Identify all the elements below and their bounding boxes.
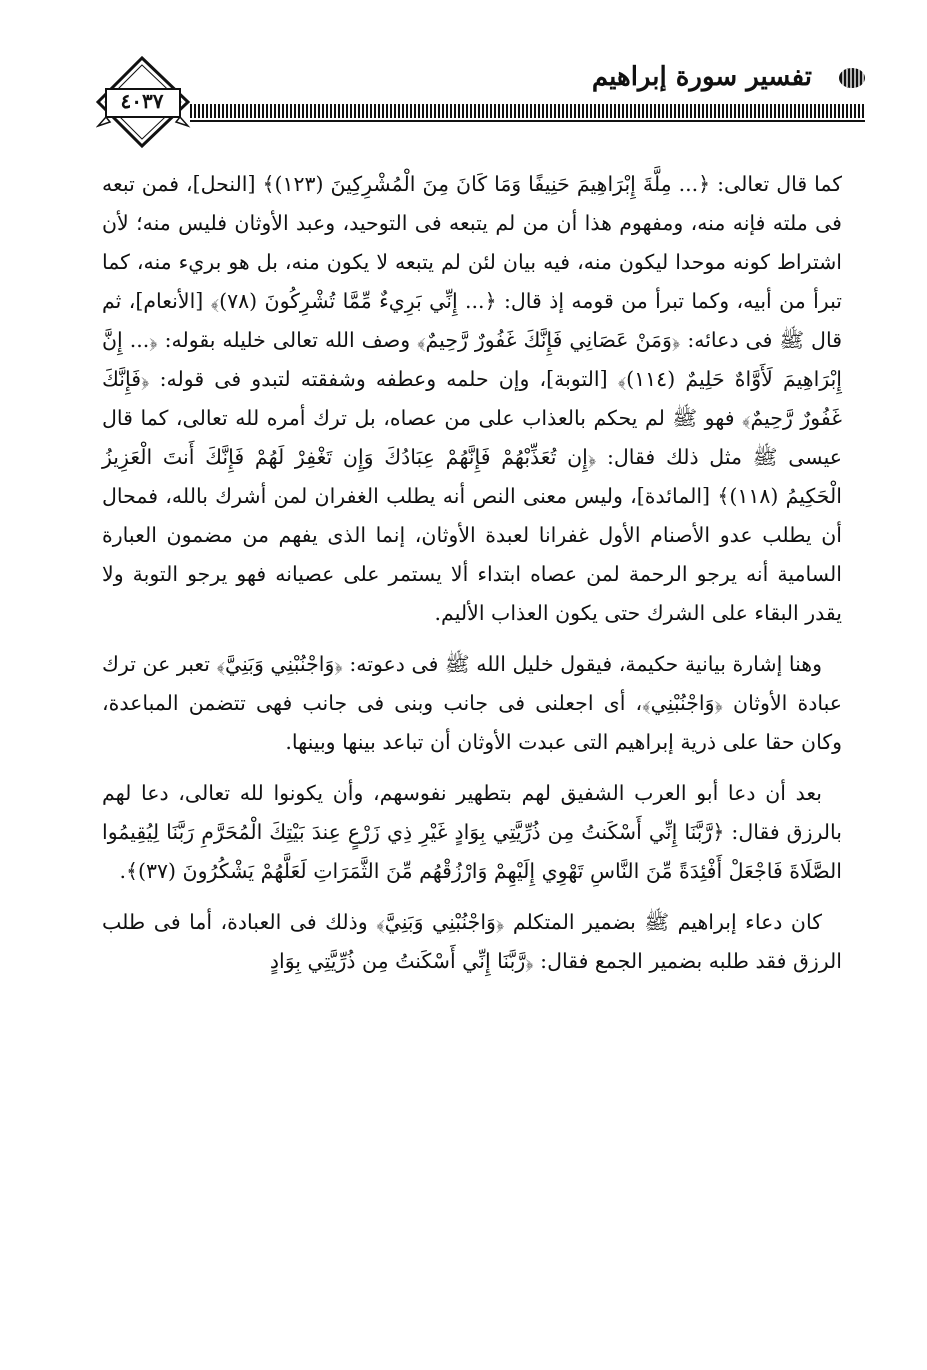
paragraph-2: وهنا إشارة بيانية حكيمة، فيقول خليل الله ﷺ فى دعوته: ﴿وَاجْنُبْنِي وَبَنِيَّ﴾ تعبر عن ترك عبادة الأوثان ﴿وَاجْنُبْنِي﴾، أى اجعلنى فى جانب وبنى فى جانب فهى تتضمن المباعدة، وكان حقا على ذرية إبراهيم التى عبدت الأوثان أن تباعد بينها وبينها. <box>102 652 842 754</box>
paragraph-1: كما قال تعالى: ﴿... مِلَّةَ إِبْرَاهِيمَ حَنِيفًا وَمَا كَانَ مِنَ الْمُشْرِكِينَ (١٢٣)﴾ [النحل]، فمن تبعه فى ملته فإنه منه، ومفهوم هذا أن من لم يتبعه فى التوحيد، وعبد الأوثان فليس منه؛ لأن اشتراط كونه موحدا ليكون منه، فيه بيان لئن لم يتبعه لا يكون منه، بل هو بريء منه، كما تبرأ من أبيه، وكما تبرأ من قومه إذ قال: ﴿... إِنِّي بَرِيءٌ مِّمَّا تُشْرِكُونَ (٧٨)﴾ [الأنعام]، ثم قال ﷺ فى دعائه: ﴿وَمَنْ عَصَانِي فَإِنَّكَ غَفُورٌ رَّحِيمٌ﴾ وصف الله تعالى خليله بقوله: ﴿... إِنَّ إِبْرَاهِيمَ لَأَوَّاهٌ حَلِيمٌ (١١٤)﴾ [التوبة]، وإن حلمه وعطفه وشفقته لتبدو فى قوله: ﴿فَإِنَّكَ غَفُورٌ رَّحِيمٌ﴾ فهو ﷺ لم يحكم بالعذاب على من عصاه، بل ترك أمره لله تعالى، كما قال عيسى ﷺ مثل ذلك فقال: ﴿إِن تُعَذِّبْهُمْ فَإِنَّهُمْ عِبَادُكَ وَإِن تَغْفِرْ لَهُمْ فَإِنَّكَ أَنتَ الْعَزِيزُ الْحَكِيمُ (١١٨)﴾ [المائدة]، وليس معنى النص أنه يطلب الغفران لمن أشرك بالله، فمحال أن يطلب عدو الأصنام الأول غفرانا لعبدة الأوثان، إنما الذى يفهم من مضمون العبارة السامية أنه يرجو الرحمة لمن عصاه ابتداء ألا يستمر على عصيانه فهو يرجو التوبة ولا يقدر البقاء على الشرك حتى يكون العذاب الأليم. <box>102 172 843 625</box>
header-rule <box>190 104 865 118</box>
paragraph-3: بعد أن دعا أبو العرب الشفيق لهم بتطهير نفوسهم، وأن يكونوا لله تعالى، دعا لهم بالرزق فقال: ﴿رَّبَّنَا إِنِّي أَسْكَنتُ مِن ذُرِّيَّتِي بِوَادٍ غَيْرِ ذِي زَرْعٍ عِندَ بَيْتِكَ الْمُحَرَّمِ رَبَّنَا لِيُقِيمُوا الصَّلَاةَ فَاجْعَلْ أَفْئِدَةً مِّنَ النَّاسِ تَهْوِي إِلَيْهِمْ وَارْزُقْهُم مِّنَ الثَّمَرَاتِ لَعَلَّهُمْ يَشْكُرُونَ (٣٧)﴾. <box>102 781 842 883</box>
paragraph-4: كان دعاء إبراهيم ﷺ بضمير المتكلم ﴿وَاجْنُبْنِي وَبَنِيَّ﴾ وذلك فى العبادة، أما فى طلب الرزق فقد طلبه بضمير الجمع فقال: ﴿رَّبَّنَا إِنِّي أَسْكَنتُ مِن ذُرِّيَّتِي بِوَادٍ <box>102 910 842 973</box>
page-number: ٤٠٣٧ <box>120 89 164 113</box>
ornament-icon <box>837 66 867 90</box>
running-title: تفسير سورة إبراهيم <box>591 62 812 92</box>
page-body <box>102 165 842 993</box>
page-header <box>0 0 927 150</box>
header-rule-line <box>190 120 865 122</box>
